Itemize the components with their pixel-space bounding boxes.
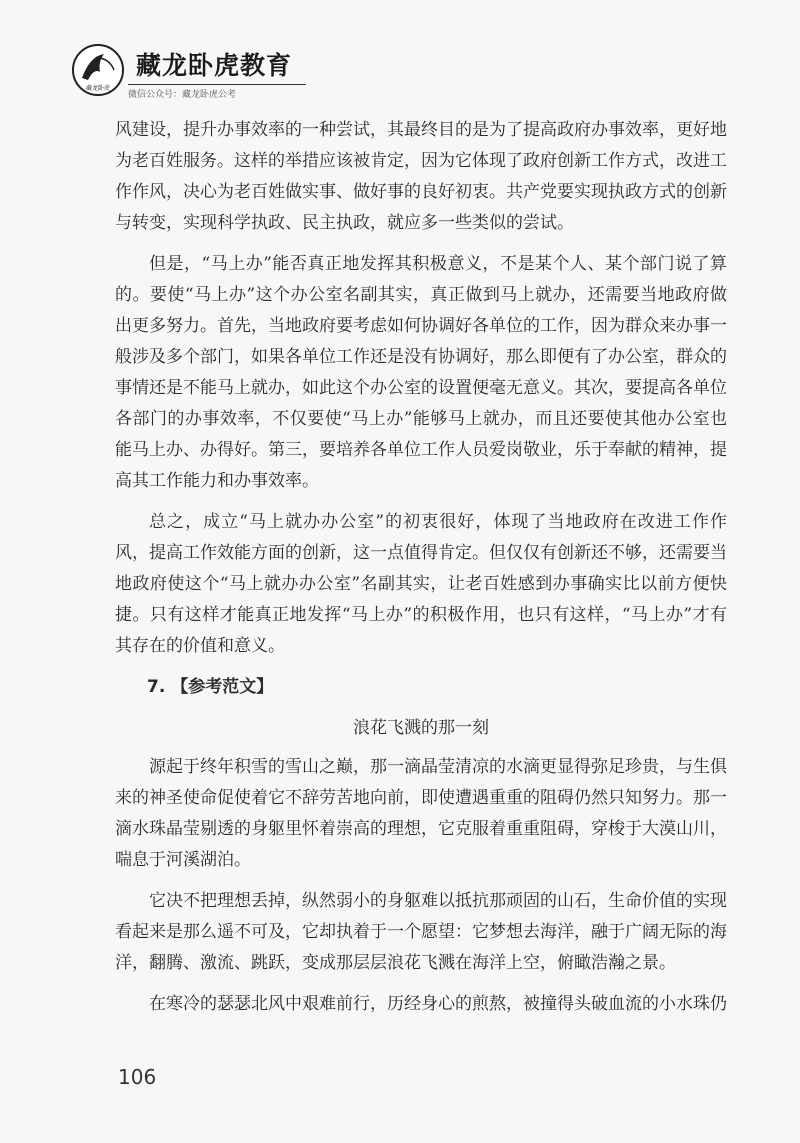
paragraph-2: 但是，“马上办”能否真正地发挥其积极意义，不是某个人、某个部门说了算的。要使“马上办”这个办公室名副其实，真正做到马上就办，还需要当地政府做出更多努力。首先，当地政府要考虑如何协调好各单位的工作，因为群众来办事一般涉及多个部门，如果各单位工作还是没有协调好，那么即便有了办公室，群众的事情还是不能马上就办，如此这个办公室的设置便毫无意义。其次，要提高各单位各部门的办事效率，不仅要使“马上办”能够马上就办，而且还要使其他办公室也能马上办、办得好。第三，要培养各单位工作人员爱岗敬业，乐于奉献的精神，提高其工作能力和办事效率。 (115, 254, 727, 491)
essay-title: 浪花飞溅的那一刻 (353, 718, 489, 738)
brand-name: 藏龙卧虎教育 (136, 51, 293, 80)
brand-logo-icon (70, 42, 126, 98)
paragraph-3: 总之，成立“马上就办办公室”的初衷很好，体现了当地政府在改进工作作风，提高工作效能方面的创新，这一点值得肯定。但仅仅有创新还不够，还需要当地政府使这个“马上就办办公室”名副其实，让老百姓感到办事确实比以前方便快捷。只有这样才能真正地发挥“马上办”的积极作用，也只有这样，“马上办”才有其存在的价值和意义。 (115, 512, 727, 656)
brand-subtitle: 微信公众号：藏龙卧虎公考 (128, 84, 306, 100)
page-number: 106 (118, 1065, 157, 1089)
page-header (70, 42, 300, 102)
essay-paragraph-1: 源起于终年积雪的雪山之巅，那一滴晶莹清凉的水滴更显得弥足珍贵，与生俱来的神圣使命促使着它不辞劳苦地向前，即使遭遇重重的阻碍仍然只知努力。那一滴水珠晶莹剔透的身躯里怀着崇高的理想，它克服着重重阻碍，穿梭于大漠山川，喘息于河溪湖泊。 (115, 757, 727, 870)
logo-text: 藏龙卧虎 (85, 85, 111, 92)
essay-paragraph-2: 它决不把理想丢掉，纵然弱小的身躯难以抵抗那顽固的山石，生命价值的实现看起来是那么遥不可及，它却执着于一个愿望：它梦想去海洋，融于广阔无际的海洋，翻腾、激流、跳跃，变成那层层浪花飞溅在海洋上空，俯瞰浩瀚之景。 (115, 891, 727, 973)
section-label: 7. 【参考范文】 (147, 677, 274, 697)
essay-paragraph-3: 在寒冷的瑟瑟北风中艰难前行，历经身心的煎熬，被撞得头破血流的小水珠仍 (149, 994, 727, 1014)
paragraph-1: 风建设，提升办事效率的一种尝试，其最终目的是为了提高政府办事效率，更好地为老百姓服务。这样的举措应该被肯定，因为它体现了政府创新工作方式，改进工作作风，决心为老百姓做实事、做好事的良好初衷。共产党要实现执政方式的创新与转变，实现科学执政、民主执政，就应多一些类似的尝试。 (115, 120, 727, 233)
page-content (115, 115, 727, 1020)
